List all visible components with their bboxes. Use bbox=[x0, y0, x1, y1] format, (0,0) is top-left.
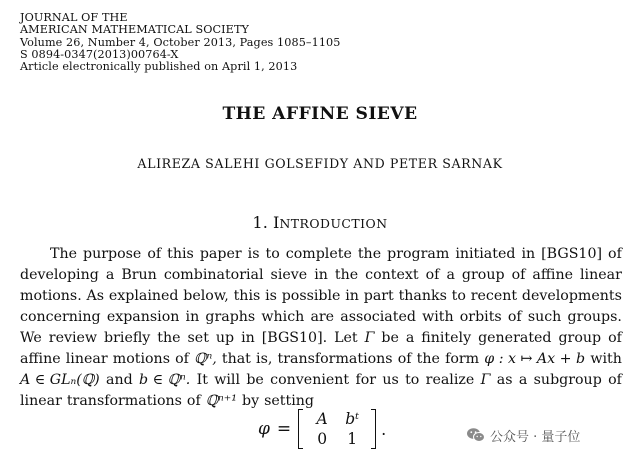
paragraph-word: in bbox=[185, 309, 200, 325]
paragraph-word: of bbox=[608, 372, 622, 388]
journal-name-line2: AMERICAN MATHEMATICAL SOCIETY bbox=[20, 23, 249, 37]
paragraph-word: program bbox=[387, 246, 450, 262]
paragraph-word: in bbox=[521, 246, 536, 262]
paragraph-word: of bbox=[507, 309, 522, 325]
paragraph-word: a bbox=[105, 267, 115, 283]
paragraph-word: orbits bbox=[459, 309, 502, 325]
paragraph-word: [BGS10]. bbox=[261, 330, 328, 346]
matrix-right-bracket bbox=[371, 409, 376, 449]
paragraph-word: such bbox=[527, 309, 562, 325]
paragraph-word: and bbox=[106, 372, 133, 388]
paragraph-word: expansion bbox=[106, 309, 180, 325]
paragraph-word: developing bbox=[20, 267, 99, 283]
section-name-initial: I bbox=[273, 213, 280, 232]
matrix-entry: 1 bbox=[347, 430, 358, 448]
paragraph-word: initiated bbox=[455, 246, 516, 262]
paragraph-word: in bbox=[241, 330, 255, 346]
paragraph-word: this bbox=[233, 288, 261, 304]
paragraph-word: briefly bbox=[104, 330, 151, 346]
paragraph-word: in bbox=[345, 288, 359, 304]
paragraph-word: with bbox=[422, 309, 454, 325]
watermark bbox=[466, 425, 580, 445]
paragraph-word: a bbox=[446, 267, 455, 283]
paragraph-word: will bbox=[214, 372, 241, 388]
paragraph-word: context bbox=[365, 267, 419, 283]
paragraph-word: complete bbox=[285, 246, 352, 262]
paragraph-word: subgroup bbox=[533, 372, 602, 388]
paragraph-word: thanks bbox=[398, 288, 447, 304]
paragraph-word: paper bbox=[199, 246, 242, 262]
paragraph-word: affine bbox=[20, 351, 61, 367]
paragraph-word: the bbox=[334, 267, 359, 283]
paragraph-word: up bbox=[215, 330, 235, 346]
paragraph-line bbox=[20, 286, 622, 307]
matrix-entry: A bbox=[316, 410, 328, 428]
paragraph-word: a bbox=[518, 372, 528, 388]
journal-name-line1: JOURNAL OF THE bbox=[20, 11, 128, 24]
paragraph-word: linear bbox=[580, 267, 622, 283]
paragraph-word: Γ bbox=[480, 372, 491, 388]
display-equation bbox=[258, 407, 386, 451]
paragraph-word: with bbox=[590, 351, 622, 367]
paragraph-line bbox=[20, 307, 622, 328]
paragraph-word: groups. bbox=[567, 309, 622, 325]
paragraph-word: the bbox=[157, 330, 181, 346]
paragraph-word: φ : x ↦ Ax + b bbox=[484, 351, 586, 367]
paragraph-word: be bbox=[246, 372, 264, 388]
paragraph-word: to bbox=[265, 246, 280, 262]
paragraph-word: linear bbox=[20, 393, 62, 409]
paragraph-word: the bbox=[416, 351, 440, 367]
paragraph-word: explained bbox=[108, 288, 179, 304]
paragraph-word: be bbox=[381, 330, 399, 346]
paragraph-word: concerning bbox=[20, 309, 101, 325]
paragraph-word: is, bbox=[256, 351, 273, 367]
paragraph-word: group bbox=[461, 267, 505, 283]
paragraph-word: review bbox=[48, 330, 98, 346]
paragraph-word: in bbox=[314, 267, 328, 283]
paragraph-word: as bbox=[496, 372, 513, 388]
matrix-entry: bᵗ bbox=[345, 410, 360, 428]
paragraph-word: group bbox=[558, 330, 602, 346]
paragraph-line bbox=[20, 244, 622, 265]
paragraph-word: We bbox=[20, 330, 42, 346]
paragraph-word: of bbox=[186, 393, 201, 409]
paragraph-word: It bbox=[196, 372, 208, 388]
paper-title: THE AFFINE SIEVE bbox=[222, 104, 418, 124]
paragraph-word: Brun bbox=[121, 267, 157, 283]
paragraph-word: finitely bbox=[421, 330, 472, 346]
paragraph-word: part bbox=[363, 288, 394, 304]
paragraph-word: of bbox=[608, 246, 622, 262]
paper-authors: ALIREZA SALEHI GOLSEFIDY AND PETER SARNAK bbox=[137, 156, 503, 171]
paragraph-line bbox=[20, 349, 622, 370]
paragraph-word: transformations bbox=[277, 351, 393, 367]
paragraph-word: which bbox=[261, 309, 305, 325]
equation-lhs: φ bbox=[258, 419, 270, 439]
paragraph-word: ℚⁿ⁺¹ bbox=[205, 393, 237, 409]
paragraph-word: sieve bbox=[270, 267, 308, 283]
issn-info: S 0894-0347(2013)00764-X bbox=[20, 47, 179, 61]
paragraph-word: developments bbox=[521, 288, 622, 304]
paragraph-word: of bbox=[175, 351, 189, 367]
wechat-icon bbox=[466, 427, 486, 443]
equation-equals: = bbox=[276, 419, 292, 439]
publication-date: Article electronically published on April 1, 2013 bbox=[20, 60, 298, 74]
paragraph-word: recent bbox=[470, 288, 518, 304]
paragraph-word: of bbox=[147, 246, 162, 262]
paragraph-word: are bbox=[310, 309, 335, 325]
paragraph-word: by bbox=[242, 393, 260, 409]
paragraph-word: us bbox=[382, 372, 399, 388]
paragraph-word: of bbox=[425, 267, 440, 283]
paragraph-word: purpose bbox=[83, 246, 142, 262]
paragraph-word: of bbox=[608, 330, 622, 346]
paragraph-word: motions. bbox=[20, 288, 82, 304]
paragraph-word: motions bbox=[112, 351, 170, 367]
section-heading bbox=[0, 213, 640, 232]
paragraph-word: associated bbox=[340, 309, 416, 325]
paragraph-word: affine bbox=[532, 267, 573, 283]
intro-paragraph bbox=[20, 244, 622, 412]
paragraph-word: graphs bbox=[205, 309, 256, 325]
paragraph-word: to bbox=[451, 288, 466, 304]
paragraph-word: A ∈ GLₙ(ℚ) bbox=[20, 372, 100, 388]
paragraph-word: setting bbox=[264, 393, 314, 409]
paragraph-word: b ∈ ℚⁿ. bbox=[139, 372, 191, 388]
paragraph-word: that bbox=[221, 351, 251, 367]
equation-period: . bbox=[381, 419, 387, 439]
paragraph-word: possible bbox=[281, 288, 341, 304]
paragraph-word: combinatorial bbox=[163, 267, 264, 283]
paragraph-word: the bbox=[357, 246, 382, 262]
section-number: 1. bbox=[252, 213, 268, 232]
paragraph-word: is bbox=[265, 288, 277, 304]
paragraph-word: of bbox=[397, 351, 412, 367]
paragraph-line bbox=[20, 265, 622, 286]
paragraph-word: form bbox=[445, 351, 480, 367]
paragraph-word: linear bbox=[65, 351, 108, 367]
matrix-entry: 0 bbox=[317, 430, 328, 448]
journal-header bbox=[20, 12, 340, 73]
paragraph-word: a bbox=[405, 330, 415, 346]
paragraph-word: The bbox=[50, 246, 77, 262]
paragraph-word: [BGS10] bbox=[541, 246, 603, 262]
matrix bbox=[303, 409, 371, 449]
paragraph-word: ℚⁿ, bbox=[194, 351, 217, 367]
paragraph-line bbox=[20, 328, 622, 349]
paragraph-word: Let bbox=[334, 330, 358, 346]
paragraph-word: is bbox=[247, 246, 260, 262]
paragraph-word: this bbox=[167, 246, 194, 262]
paragraph-word: of bbox=[511, 267, 526, 283]
section-name-rest: NTRODUCTION bbox=[279, 216, 388, 231]
paragraph-word: Γ bbox=[364, 330, 375, 346]
paragraph-word: to bbox=[405, 372, 420, 388]
paragraph-word: generated bbox=[478, 330, 552, 346]
paragraph-word: As bbox=[86, 288, 105, 304]
paragraph-word: transformations bbox=[66, 393, 182, 409]
paragraph-word: set bbox=[187, 330, 209, 346]
paragraph-word: realize bbox=[425, 372, 475, 388]
paragraph-word: below, bbox=[183, 288, 229, 304]
volume-info: Volume 26, Number 4, October 2013, Pages 1085–1105 bbox=[20, 35, 341, 49]
watermark-text: 公众号 · 量子位 bbox=[490, 429, 581, 445]
paragraph-word: convenient bbox=[270, 372, 350, 388]
paragraph-word: for bbox=[355, 372, 377, 388]
paragraph-line bbox=[20, 370, 622, 391]
